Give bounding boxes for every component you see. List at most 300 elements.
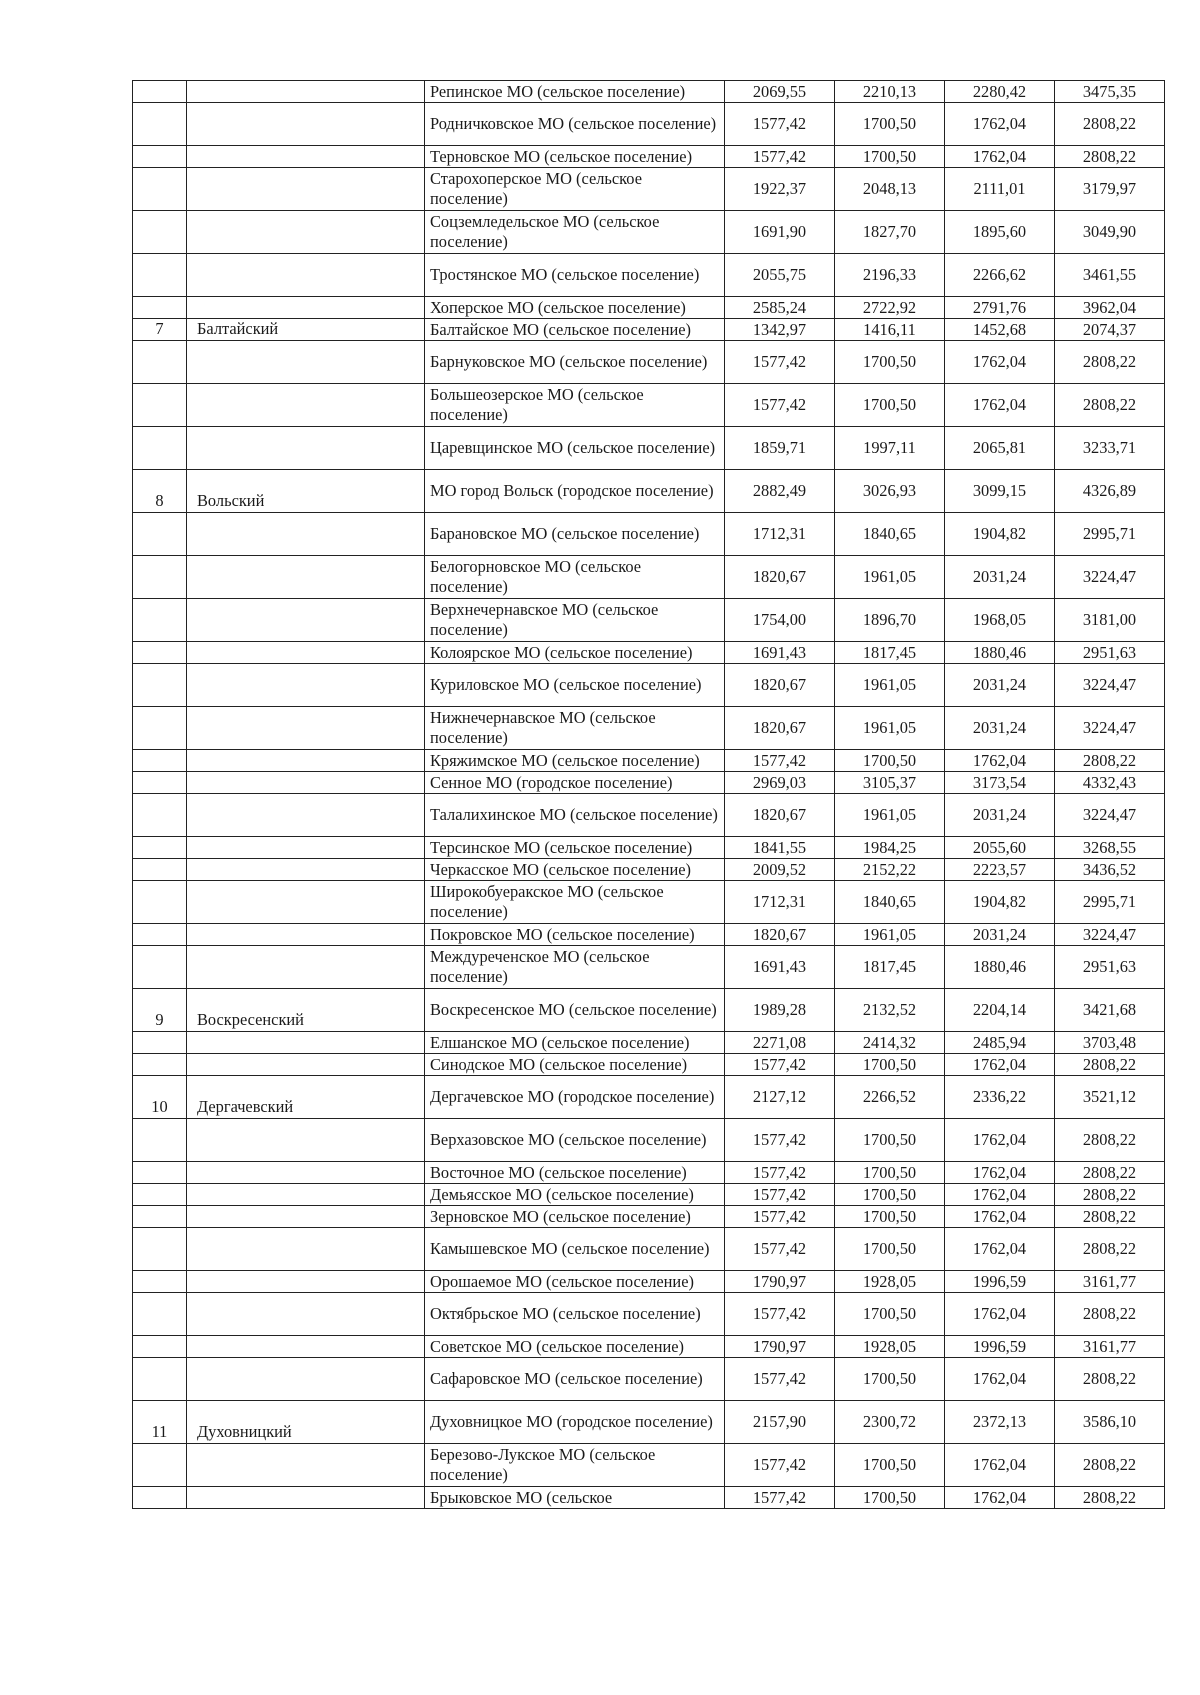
- table-row: [133, 924, 1165, 946]
- table-row: [133, 1162, 1165, 1184]
- value-col-1: 1577,42: [725, 384, 835, 427]
- value-col-3: 2791,76: [945, 297, 1055, 319]
- row-number: [133, 168, 187, 211]
- table-row: [133, 103, 1165, 146]
- district-name: [187, 750, 425, 772]
- row-number: [133, 254, 187, 297]
- value-col-2: 3105,37: [835, 772, 945, 794]
- value-col-3: 3099,15: [945, 470, 1055, 513]
- value-col-3: 1895,60: [945, 211, 1055, 254]
- value-col-2: 1700,50: [835, 1184, 945, 1206]
- value-col-3: 1996,59: [945, 1271, 1055, 1293]
- value-col-1: 1577,42: [725, 750, 835, 772]
- table-row: [133, 642, 1165, 664]
- table-row: [133, 599, 1165, 642]
- table-row: [133, 1054, 1165, 1076]
- value-col-1: 1841,55: [725, 837, 835, 859]
- row-number: [133, 707, 187, 750]
- value-col-1: 1820,67: [725, 664, 835, 707]
- value-col-4: 3233,71: [1055, 427, 1165, 470]
- row-number: [133, 1119, 187, 1162]
- district-name: [187, 427, 425, 470]
- value-col-4: 3703,48: [1055, 1032, 1165, 1054]
- table-row: [133, 384, 1165, 427]
- row-number: [133, 81, 187, 103]
- table-row: [133, 1032, 1165, 1054]
- table-row: [133, 254, 1165, 297]
- value-col-2: 1700,50: [835, 384, 945, 427]
- row-number: [133, 599, 187, 642]
- district-name: [187, 599, 425, 642]
- value-col-1: 1790,97: [725, 1271, 835, 1293]
- municipality-name: Дергачевское МО (городское поселение): [425, 1076, 725, 1119]
- value-col-4: 2074,37: [1055, 319, 1165, 341]
- municipality-name: Елшанское МО (сельское поселение): [425, 1032, 725, 1054]
- table-row: [133, 146, 1165, 168]
- value-col-2: 3026,93: [835, 470, 945, 513]
- value-col-1: 1577,42: [725, 1054, 835, 1076]
- district-name: [187, 146, 425, 168]
- value-col-3: 2204,14: [945, 989, 1055, 1032]
- district-name: [187, 103, 425, 146]
- value-col-2: 1700,50: [835, 103, 945, 146]
- table-row: [133, 1336, 1165, 1358]
- municipality-name: Кряжимское МО (сельское поселение): [425, 750, 725, 772]
- value-col-3: 2031,24: [945, 707, 1055, 750]
- row-number: 11: [133, 1401, 187, 1444]
- row-number: 7: [133, 319, 187, 341]
- municipality-name: Духовницкое МО (городское поселение): [425, 1401, 725, 1444]
- value-col-4: 3161,77: [1055, 1336, 1165, 1358]
- value-col-2: 1961,05: [835, 556, 945, 599]
- table-row: [133, 1401, 1165, 1444]
- district-name: Вольский: [187, 470, 425, 513]
- value-col-2: 2210,13: [835, 81, 945, 103]
- row-number: [133, 384, 187, 427]
- row-number: [133, 103, 187, 146]
- district-name: [187, 794, 425, 837]
- district-name: [187, 1444, 425, 1487]
- value-col-3: 1762,04: [945, 1293, 1055, 1336]
- district-name: [187, 946, 425, 989]
- district-name: [187, 513, 425, 556]
- value-col-1: 1577,42: [725, 1228, 835, 1271]
- table-row: [133, 341, 1165, 384]
- municipality-name: Репинское МО (сельское поселение): [425, 81, 725, 103]
- district-name: [187, 1119, 425, 1162]
- value-col-4: 3161,77: [1055, 1271, 1165, 1293]
- value-col-4: 2808,22: [1055, 750, 1165, 772]
- row-number: [133, 946, 187, 989]
- municipality-name: Зерновское МО (сельское поселение): [425, 1206, 725, 1228]
- value-col-1: 1577,42: [725, 1184, 835, 1206]
- value-col-4: 2808,22: [1055, 1162, 1165, 1184]
- table-row: [133, 707, 1165, 750]
- value-col-2: 1997,11: [835, 427, 945, 470]
- district-name: [187, 384, 425, 427]
- table-row: [133, 81, 1165, 103]
- value-col-1: 1577,42: [725, 146, 835, 168]
- municipality-name: Барнуковское МО (сельское поселение): [425, 341, 725, 384]
- value-col-1: 2069,55: [725, 81, 835, 103]
- value-col-4: 3224,47: [1055, 707, 1165, 750]
- district-name: [187, 254, 425, 297]
- value-col-4: 2808,22: [1055, 103, 1165, 146]
- value-col-4: 3586,10: [1055, 1401, 1165, 1444]
- table-row: [133, 513, 1165, 556]
- municipality-name: Орошаемое МО (сельское поселение): [425, 1271, 725, 1293]
- row-number: [133, 1184, 187, 1206]
- district-name: [187, 837, 425, 859]
- value-col-4: 3461,55: [1055, 254, 1165, 297]
- value-col-1: 1691,43: [725, 642, 835, 664]
- value-col-3: 1762,04: [945, 384, 1055, 427]
- value-col-3: 2031,24: [945, 924, 1055, 946]
- value-col-2: 2266,52: [835, 1076, 945, 1119]
- value-col-3: 2065,81: [945, 427, 1055, 470]
- value-col-4: 3475,35: [1055, 81, 1165, 103]
- value-col-2: 1961,05: [835, 794, 945, 837]
- table-row: [133, 989, 1165, 1032]
- value-col-3: 2266,62: [945, 254, 1055, 297]
- district-name: [187, 1206, 425, 1228]
- table-row: [133, 470, 1165, 513]
- row-number: [133, 1162, 187, 1184]
- district-name: [187, 556, 425, 599]
- value-col-3: 1904,82: [945, 881, 1055, 924]
- district-name: [187, 1487, 425, 1509]
- row-number: 9: [133, 989, 187, 1032]
- municipality-name: Колоярское МО (сельское поселение): [425, 642, 725, 664]
- value-col-3: 2280,42: [945, 81, 1055, 103]
- value-col-1: 1712,31: [725, 513, 835, 556]
- value-col-1: 1577,42: [725, 1487, 835, 1509]
- value-col-2: 1700,50: [835, 1054, 945, 1076]
- tariff-table: [132, 80, 1165, 1509]
- value-col-2: 1896,70: [835, 599, 945, 642]
- value-col-4: 3521,12: [1055, 1076, 1165, 1119]
- district-name: [187, 1054, 425, 1076]
- value-col-1: 1691,43: [725, 946, 835, 989]
- table-row: [133, 319, 1165, 341]
- row-number: [133, 859, 187, 881]
- value-col-1: 2009,52: [725, 859, 835, 881]
- value-col-4: 3224,47: [1055, 924, 1165, 946]
- row-number: [133, 146, 187, 168]
- row-number: [133, 1228, 187, 1271]
- row-number: [133, 924, 187, 946]
- value-col-2: 1827,70: [835, 211, 945, 254]
- value-col-2: 1840,65: [835, 881, 945, 924]
- municipality-name: Соцземледельское МО (сельское поселение): [425, 211, 725, 254]
- value-col-1: 1820,67: [725, 924, 835, 946]
- table-row: [133, 837, 1165, 859]
- value-col-3: 1762,04: [945, 750, 1055, 772]
- table-row: [133, 794, 1165, 837]
- value-col-3: 1762,04: [945, 1206, 1055, 1228]
- municipality-name: Верхазовское МО (сельское поселение): [425, 1119, 725, 1162]
- municipality-name: Балтайское МО (сельское поселение): [425, 319, 725, 341]
- table-row: [133, 946, 1165, 989]
- municipality-name: Талалихинское МО (сельское поселение): [425, 794, 725, 837]
- value-col-4: 2808,22: [1055, 1487, 1165, 1509]
- table-row: [133, 881, 1165, 924]
- municipality-name: Куриловское МО (сельское поселение): [425, 664, 725, 707]
- value-col-1: 2969,03: [725, 772, 835, 794]
- value-col-2: 1700,50: [835, 750, 945, 772]
- municipality-name: Широкобуеракское МО (сельское поселение): [425, 881, 725, 924]
- value-col-4: 2808,22: [1055, 1184, 1165, 1206]
- row-number: [133, 642, 187, 664]
- municipality-name: Большеозерское МО (сельское поселение): [425, 384, 725, 427]
- row-number: [133, 1487, 187, 1509]
- value-col-3: 2111,01: [945, 168, 1055, 211]
- table-row: [133, 1358, 1165, 1401]
- municipality-name: Царевщинское МО (сельское поселение): [425, 427, 725, 470]
- value-col-4: 3224,47: [1055, 556, 1165, 599]
- row-number: [133, 1032, 187, 1054]
- value-col-4: 2808,22: [1055, 146, 1165, 168]
- value-col-2: 1700,50: [835, 1228, 945, 1271]
- row-number: [133, 427, 187, 470]
- value-col-3: 1762,04: [945, 103, 1055, 146]
- value-col-1: 1989,28: [725, 989, 835, 1032]
- district-name: Воскресенский: [187, 989, 425, 1032]
- value-col-1: 2055,75: [725, 254, 835, 297]
- value-col-3: 1762,04: [945, 341, 1055, 384]
- value-col-1: 2585,24: [725, 297, 835, 319]
- row-number: [133, 772, 187, 794]
- value-col-3: 3173,54: [945, 772, 1055, 794]
- municipality-name: Брыковское МО (сельское: [425, 1487, 725, 1509]
- municipality-name: Демьясское МО (сельское поселение): [425, 1184, 725, 1206]
- value-col-2: 1928,05: [835, 1271, 945, 1293]
- table-row: [133, 1444, 1165, 1487]
- value-col-2: 1416,11: [835, 319, 945, 341]
- value-col-3: 2055,60: [945, 837, 1055, 859]
- value-col-1: 1691,90: [725, 211, 835, 254]
- table-row: [133, 556, 1165, 599]
- table-row: [133, 168, 1165, 211]
- municipality-name: Белогорновское МО (сельское поселение): [425, 556, 725, 599]
- municipality-name: Черкасское МО (сельское поселение): [425, 859, 725, 881]
- municipality-name: Синодское МО (сельское поселение): [425, 1054, 725, 1076]
- district-name: [187, 707, 425, 750]
- municipality-name: Березово-Лукское МО (сельское поселение): [425, 1444, 725, 1487]
- value-col-1: 1859,71: [725, 427, 835, 470]
- row-number: [133, 794, 187, 837]
- municipality-name: Терсинское МО (сельское поселение): [425, 837, 725, 859]
- value-col-2: 1961,05: [835, 707, 945, 750]
- value-col-3: 1904,82: [945, 513, 1055, 556]
- value-col-4: 2808,22: [1055, 1358, 1165, 1401]
- table-row: [133, 772, 1165, 794]
- value-col-4: 2808,22: [1055, 1054, 1165, 1076]
- value-col-4: 3224,47: [1055, 664, 1165, 707]
- value-col-1: 1577,42: [725, 103, 835, 146]
- value-col-2: 1840,65: [835, 513, 945, 556]
- value-col-4: 3181,00: [1055, 599, 1165, 642]
- row-number: [133, 1444, 187, 1487]
- value-col-1: 1577,42: [725, 1162, 835, 1184]
- value-col-3: 1762,04: [945, 1162, 1055, 1184]
- value-col-3: 1996,59: [945, 1336, 1055, 1358]
- district-name: [187, 211, 425, 254]
- municipality-name: Хоперское МО (сельское поселение): [425, 297, 725, 319]
- row-number: [133, 1054, 187, 1076]
- value-col-4: 4332,43: [1055, 772, 1165, 794]
- table-row: [133, 297, 1165, 319]
- value-col-3: 2031,24: [945, 556, 1055, 599]
- value-col-2: 1961,05: [835, 664, 945, 707]
- value-col-1: 1342,97: [725, 319, 835, 341]
- municipality-name: Сенное МО (городское поселение): [425, 772, 725, 794]
- value-col-4: 3224,47: [1055, 794, 1165, 837]
- table-row: [133, 1271, 1165, 1293]
- municipality-name: Советское МО (сельское поселение): [425, 1336, 725, 1358]
- value-col-3: 2372,13: [945, 1401, 1055, 1444]
- municipality-name: Восточное МО (сельское поселение): [425, 1162, 725, 1184]
- district-name: Духовницкий: [187, 1401, 425, 1444]
- value-col-2: 1700,50: [835, 1487, 945, 1509]
- municipality-name: МО город Вольск (городское поселение): [425, 470, 725, 513]
- value-col-4: 3179,97: [1055, 168, 1165, 211]
- value-col-2: 2196,33: [835, 254, 945, 297]
- row-number: [133, 837, 187, 859]
- municipality-name: Покровское МО (сельское поселение): [425, 924, 725, 946]
- district-name: Балтайский: [187, 319, 425, 341]
- value-col-4: 3962,04: [1055, 297, 1165, 319]
- municipality-name: Междуреченское МО (сельское поселение): [425, 946, 725, 989]
- value-col-2: 2152,22: [835, 859, 945, 881]
- value-col-3: 1968,05: [945, 599, 1055, 642]
- table-row: [133, 1184, 1165, 1206]
- value-col-4: 2808,22: [1055, 1293, 1165, 1336]
- row-number: 8: [133, 470, 187, 513]
- municipality-name: Барановское МО (сельское поселение): [425, 513, 725, 556]
- row-number: [133, 211, 187, 254]
- district-name: [187, 1162, 425, 1184]
- value-col-2: 1700,50: [835, 1444, 945, 1487]
- row-number: [133, 1271, 187, 1293]
- value-col-3: 1762,04: [945, 1228, 1055, 1271]
- municipality-name: Октябрьское МО (сельское поселение): [425, 1293, 725, 1336]
- table-row: [133, 427, 1165, 470]
- value-col-4: 3268,55: [1055, 837, 1165, 859]
- district-name: [187, 341, 425, 384]
- value-col-1: 1820,67: [725, 556, 835, 599]
- value-col-3: 1762,04: [945, 1119, 1055, 1162]
- value-col-2: 1700,50: [835, 1119, 945, 1162]
- municipality-name: Нижнечернавское МО (сельское поселение): [425, 707, 725, 750]
- value-col-4: 2951,63: [1055, 642, 1165, 664]
- table-row: [133, 1206, 1165, 1228]
- district-name: [187, 1228, 425, 1271]
- value-col-1: 1577,42: [725, 1206, 835, 1228]
- municipality-name: Терновское МО (сельское поселение): [425, 146, 725, 168]
- value-col-1: 1922,37: [725, 168, 835, 211]
- table-body: [133, 81, 1165, 1509]
- value-col-3: 1452,68: [945, 319, 1055, 341]
- value-col-1: 1577,42: [725, 1444, 835, 1487]
- table-row: [133, 750, 1165, 772]
- value-col-3: 1762,04: [945, 1444, 1055, 1487]
- district-name: [187, 1336, 425, 1358]
- value-col-1: 2157,90: [725, 1401, 835, 1444]
- table-row: [133, 1487, 1165, 1509]
- district-name: [187, 664, 425, 707]
- value-col-2: 1984,25: [835, 837, 945, 859]
- value-col-3: 1880,46: [945, 642, 1055, 664]
- municipality-name: Тростянское МО (сельское поселение): [425, 254, 725, 297]
- table-row: [133, 211, 1165, 254]
- value-col-1: 1754,00: [725, 599, 835, 642]
- municipality-name: Сафаровское МО (сельское поселение): [425, 1358, 725, 1401]
- value-col-1: 1820,67: [725, 707, 835, 750]
- value-col-4: 4326,89: [1055, 470, 1165, 513]
- municipality-name: Верхнечернавское МО (сельское поселение): [425, 599, 725, 642]
- district-name: [187, 1271, 425, 1293]
- district-name: [187, 81, 425, 103]
- row-number: [133, 297, 187, 319]
- value-col-1: 2271,08: [725, 1032, 835, 1054]
- value-col-3: 2031,24: [945, 794, 1055, 837]
- district-name: [187, 772, 425, 794]
- value-col-1: 2127,12: [725, 1076, 835, 1119]
- district-name: [187, 1358, 425, 1401]
- value-col-1: 1790,97: [725, 1336, 835, 1358]
- value-col-4: 2808,22: [1055, 1228, 1165, 1271]
- value-col-2: 1700,50: [835, 1293, 945, 1336]
- value-col-2: 1700,50: [835, 1358, 945, 1401]
- value-col-2: 2300,72: [835, 1401, 945, 1444]
- value-col-4: 2808,22: [1055, 384, 1165, 427]
- district-name: [187, 924, 425, 946]
- district-name: [187, 168, 425, 211]
- table-row: [133, 664, 1165, 707]
- value-col-4: 2808,22: [1055, 341, 1165, 384]
- row-number: [133, 750, 187, 772]
- table-row: [133, 1076, 1165, 1119]
- value-col-2: 2722,92: [835, 297, 945, 319]
- value-col-3: 2336,22: [945, 1076, 1055, 1119]
- row-number: 10: [133, 1076, 187, 1119]
- value-col-4: 3421,68: [1055, 989, 1165, 1032]
- value-col-2: 1961,05: [835, 924, 945, 946]
- district-name: [187, 1032, 425, 1054]
- municipality-name: Старохоперское МО (сельское поселение): [425, 168, 725, 211]
- row-number: [133, 1358, 187, 1401]
- district-name: [187, 1184, 425, 1206]
- value-col-1: 2882,49: [725, 470, 835, 513]
- value-col-3: 2223,57: [945, 859, 1055, 881]
- value-col-4: 2951,63: [1055, 946, 1165, 989]
- value-col-2: 1928,05: [835, 1336, 945, 1358]
- value-col-1: 1577,42: [725, 1358, 835, 1401]
- district-name: [187, 881, 425, 924]
- district-name: Дергачевский: [187, 1076, 425, 1119]
- value-col-3: 1762,04: [945, 1184, 1055, 1206]
- value-col-4: 2808,22: [1055, 1206, 1165, 1228]
- value-col-2: 2048,13: [835, 168, 945, 211]
- table-row: [133, 1293, 1165, 1336]
- value-col-3: 1762,04: [945, 146, 1055, 168]
- value-col-3: 1762,04: [945, 1487, 1055, 1509]
- value-col-2: 1817,45: [835, 642, 945, 664]
- district-name: [187, 642, 425, 664]
- row-number: [133, 556, 187, 599]
- table-row: [133, 859, 1165, 881]
